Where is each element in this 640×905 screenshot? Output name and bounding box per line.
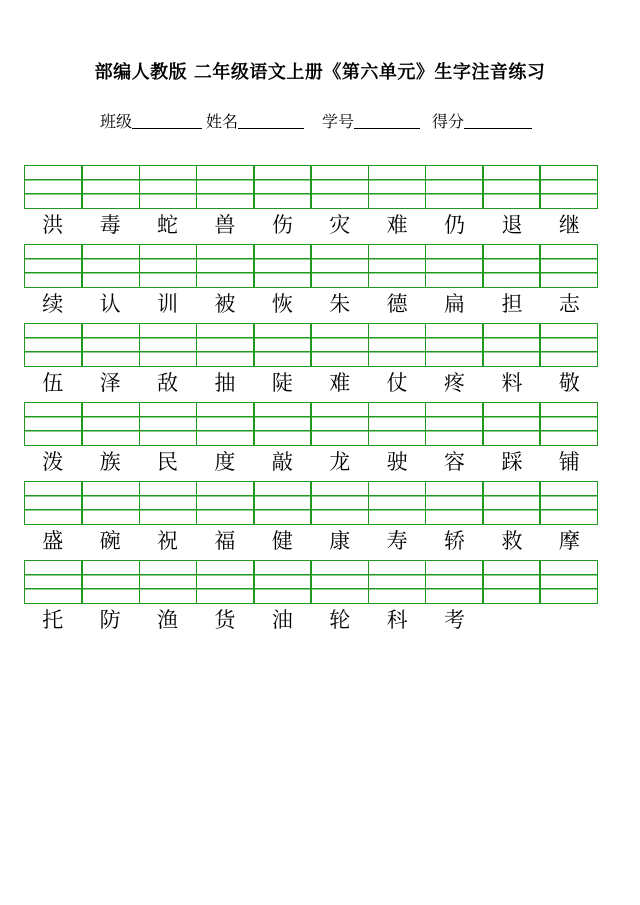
pinyin-writing-cell[interactable] — [253, 244, 312, 288]
pinyin-writing-cell[interactable] — [81, 244, 140, 288]
chinese-character: 继 — [558, 213, 580, 237]
pinyin-writing-cell[interactable] — [425, 402, 484, 446]
chinese-character: 康 — [329, 529, 351, 553]
pinyin-writing-cell[interactable] — [81, 560, 140, 604]
chinese-character: 被 — [214, 292, 236, 316]
pinyin-writing-cell[interactable] — [196, 323, 255, 367]
chinese-character: 族 — [99, 450, 121, 474]
chinese-character: 难 — [329, 371, 351, 395]
chinese-character: 驶 — [386, 450, 408, 474]
chinese-character: 仍 — [444, 213, 466, 237]
character-row — [24, 607, 598, 633]
pinyin-writing-cell[interactable] — [368, 481, 427, 525]
chinese-character: 度 — [214, 450, 236, 474]
pinyin-writing-cell[interactable] — [253, 165, 312, 209]
id-label: 学号 — [322, 112, 355, 131]
character-row — [24, 370, 598, 396]
character-row — [24, 449, 598, 475]
chinese-character: 轿 — [444, 529, 466, 553]
pinyin-writing-cell[interactable] — [253, 481, 312, 525]
pinyin-grid — [24, 323, 598, 367]
pinyin-writing-cell[interactable] — [253, 402, 312, 446]
pinyin-writing-cell[interactable] — [196, 165, 255, 209]
pinyin-writing-cell[interactable] — [425, 481, 484, 525]
chinese-character: 货 — [214, 608, 236, 632]
pinyin-writing-cell[interactable] — [425, 165, 484, 209]
pinyin-writing-cell[interactable] — [196, 560, 255, 604]
chinese-character: 伍 — [42, 371, 64, 395]
pinyin-writing-cell[interactable] — [482, 165, 541, 209]
pinyin-writing-cell[interactable] — [139, 165, 198, 209]
pinyin-writing-cell[interactable] — [81, 402, 140, 446]
pinyin-writing-cell[interactable] — [196, 402, 255, 446]
chinese-character: 摩 — [558, 529, 580, 553]
chinese-character: 敌 — [157, 371, 179, 395]
pinyin-writing-cell[interactable] — [310, 165, 369, 209]
pinyin-writing-cell[interactable] — [368, 560, 427, 604]
pinyin-writing-cell[interactable] — [425, 560, 484, 604]
pinyin-writing-cell[interactable] — [139, 481, 198, 525]
pinyin-writing-cell[interactable] — [539, 323, 598, 367]
chinese-character: 盛 — [42, 529, 64, 553]
chinese-character — [483, 607, 540, 633]
practice-row — [24, 244, 598, 317]
pinyin-grid — [24, 402, 598, 446]
pinyin-writing-cell[interactable] — [310, 244, 369, 288]
pinyin-writing-cell[interactable] — [482, 560, 541, 604]
practice-row — [24, 402, 598, 475]
pinyin-writing-cell[interactable] — [539, 165, 598, 209]
pinyin-writing-cell[interactable] — [24, 481, 83, 525]
chinese-character: 民 — [157, 450, 179, 474]
class-blank — [132, 112, 202, 129]
chinese-character: 寿 — [386, 529, 408, 553]
pinyin-writing-cell[interactable] — [482, 323, 541, 367]
chinese-character: 续 — [42, 292, 64, 316]
pinyin-writing-cell[interactable] — [368, 402, 427, 446]
practice-row — [24, 560, 598, 633]
character-row — [24, 291, 598, 317]
pinyin-writing-cell[interactable] — [81, 323, 140, 367]
chinese-character: 福 — [214, 529, 236, 553]
pinyin-writing-cell[interactable] — [253, 323, 312, 367]
chinese-character — [541, 607, 598, 633]
pinyin-writing-cell[interactable] — [310, 402, 369, 446]
pinyin-writing-cell[interactable] — [139, 560, 198, 604]
chinese-character: 托 — [42, 608, 64, 632]
score-label: 得分 — [432, 112, 465, 131]
pinyin-writing-cell[interactable] — [539, 402, 598, 446]
pinyin-writing-cell[interactable] — [539, 560, 598, 604]
practice-row — [24, 323, 598, 396]
chinese-character: 训 — [157, 292, 179, 316]
chinese-character: 志 — [558, 292, 580, 316]
chinese-character: 兽 — [214, 213, 236, 237]
chinese-character: 油 — [271, 608, 293, 632]
chinese-character: 扁 — [444, 292, 466, 316]
student-info-line — [100, 109, 532, 132]
chinese-character: 德 — [386, 292, 408, 316]
practice-row — [24, 481, 598, 554]
pinyin-writing-cell[interactable] — [139, 244, 198, 288]
pinyin-writing-cell[interactable] — [24, 244, 83, 288]
name-blank — [238, 112, 304, 129]
pinyin-writing-cell[interactable] — [425, 323, 484, 367]
chinese-character: 认 — [99, 292, 121, 316]
pinyin-writing-cell[interactable] — [368, 323, 427, 367]
pinyin-writing-cell[interactable] — [482, 244, 541, 288]
pinyin-writing-cell[interactable] — [24, 560, 83, 604]
class-label: 班级 — [100, 112, 133, 131]
pinyin-writing-cell[interactable] — [253, 560, 312, 604]
name-label: 姓名 — [206, 112, 239, 131]
chinese-character: 碗 — [99, 529, 121, 553]
chinese-character: 泼 — [42, 450, 64, 474]
chinese-character: 难 — [386, 213, 408, 237]
pinyin-grid — [24, 481, 598, 525]
pinyin-writing-cell[interactable] — [196, 244, 255, 288]
pinyin-writing-cell[interactable] — [310, 323, 369, 367]
pinyin-writing-cell[interactable] — [81, 165, 140, 209]
id-blank — [354, 112, 420, 129]
chinese-character: 敬 — [558, 371, 580, 395]
chinese-character: 毒 — [99, 213, 121, 237]
chinese-character: 铺 — [558, 450, 580, 474]
pinyin-writing-cell[interactable] — [425, 244, 484, 288]
pinyin-writing-cell[interactable] — [24, 402, 83, 446]
score-blank — [464, 112, 532, 129]
chinese-character: 科 — [386, 608, 408, 632]
pinyin-writing-cell[interactable] — [368, 165, 427, 209]
chinese-character: 洪 — [42, 213, 64, 237]
chinese-character: 考 — [444, 608, 466, 632]
character-row — [24, 212, 598, 238]
pinyin-grid — [24, 560, 598, 604]
chinese-character: 仗 — [386, 371, 408, 395]
page-title: 部编人教版 二年级语文上册《第六单元》生字注音练习 — [94, 62, 546, 83]
character-row — [24, 528, 598, 554]
pinyin-writing-cell[interactable] — [368, 244, 427, 288]
pinyin-writing-cell[interactable] — [539, 244, 598, 288]
pinyin-writing-cell[interactable] — [24, 165, 83, 209]
chinese-character: 疼 — [444, 371, 466, 395]
chinese-character: 踩 — [501, 450, 523, 474]
pinyin-grid — [24, 244, 598, 288]
chinese-character: 料 — [501, 371, 523, 395]
pinyin-writing-cell[interactable] — [81, 481, 140, 525]
chinese-character: 蛇 — [157, 213, 179, 237]
chinese-character: 健 — [271, 529, 293, 553]
practice-row — [24, 165, 598, 238]
pinyin-writing-cell[interactable] — [196, 481, 255, 525]
chinese-character: 祝 — [157, 529, 179, 553]
pinyin-writing-cell[interactable] — [139, 323, 198, 367]
chinese-character: 陡 — [271, 371, 293, 395]
chinese-character: 救 — [501, 529, 523, 553]
chinese-character: 恢 — [271, 292, 293, 316]
pinyin-writing-cell[interactable] — [310, 560, 369, 604]
chinese-character: 泽 — [99, 371, 121, 395]
chinese-character: 退 — [501, 213, 523, 237]
pinyin-writing-cell[interactable] — [482, 402, 541, 446]
pinyin-writing-cell[interactable] — [310, 481, 369, 525]
chinese-character: 朱 — [329, 292, 351, 316]
chinese-character: 敲 — [271, 450, 293, 474]
chinese-character: 轮 — [329, 608, 351, 632]
chinese-character: 抽 — [214, 371, 236, 395]
chinese-character: 灾 — [329, 213, 351, 237]
chinese-character: 容 — [444, 450, 466, 474]
pinyin-writing-cell[interactable] — [139, 402, 198, 446]
chinese-character: 伤 — [271, 213, 293, 237]
pinyin-writing-cell[interactable] — [482, 481, 541, 525]
pinyin-writing-cell[interactable] — [539, 481, 598, 525]
chinese-character: 渔 — [157, 608, 179, 632]
chinese-character: 龙 — [329, 450, 351, 474]
pinyin-grid — [24, 165, 598, 209]
chinese-character: 担 — [501, 292, 523, 316]
pinyin-writing-cell[interactable] — [24, 323, 83, 367]
chinese-character: 防 — [99, 608, 121, 632]
